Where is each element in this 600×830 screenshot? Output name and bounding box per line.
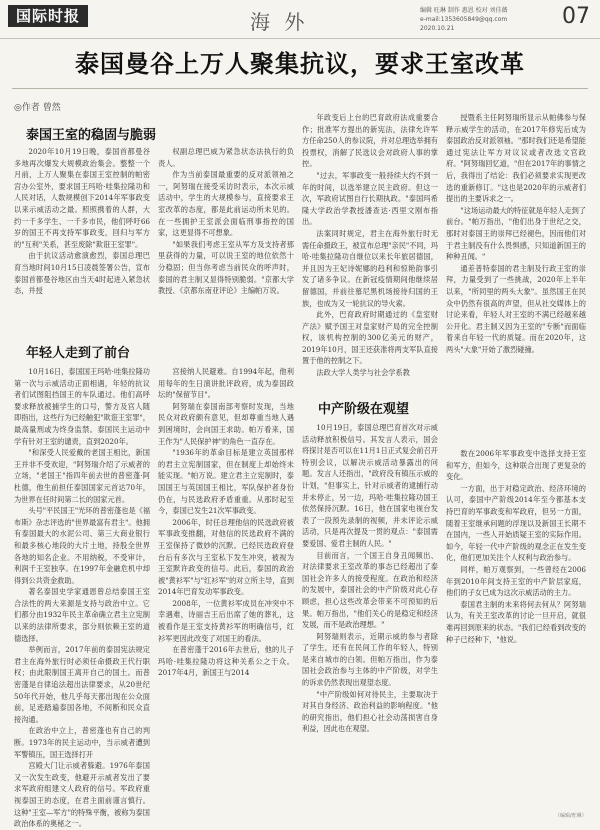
body-paragraph: 宫接纳人民避难。自1994年起，他利用每年的生日演讲批评政府，成为泰国政坛的"保留节目"。 xyxy=(158,367,294,400)
body-paragraph: 作为当前泰国最重要的反对派领袖之一，阿努瑞在接受采访时表示，本次示威活动中，学生的大规模参与，直接要求王室改革的态度，都是此前运动所未见的。在一些拥护王室派会面临刑事指控的国家，这更显得不可想象。 xyxy=(158,170,294,238)
column-2 xyxy=(158,146,294,342)
body-paragraph: 著名泰国史学家通恩曾总结泰国王室合法性的两大来源是支持与政治中立。它们都分由1932年民主革命确立君主立宪制以来的法律所要求，部分则依赖王室的道德选择。 xyxy=(14,587,150,643)
body-paragraph: 在普密蓬于2016年去世后，他的儿子玛哈·哇集拉隆功将这种关系公之于众。2017年4月，新国王与2014 xyxy=(158,645,294,678)
column-1 xyxy=(14,146,150,342)
body-paragraph: "1936年的革命目标是建立英国那样的君主立宪制国家，但在制度上却始终未能实现。"帕万说。建立君主立宪制时，泰国国王与英国国王相比，军队保护者身份仍在，与民选政府矛盾重重。从那时起至今，泰国已发生21次军事政变。 xyxy=(158,448,294,516)
body-paragraph: 泰国君主制的未来将何去何从？阿努瑞认为，有关王室改革的讨论一旦开启，就很难再回到原来的状态。"我们已经看到改变的种子已经种下，"他说。 xyxy=(446,599,586,644)
subheading-1: 泰国王室的稳固与脆弱 xyxy=(26,128,157,143)
section-title: 海 外 xyxy=(250,10,309,34)
body-paragraph: "这场运动最大的特征就是年轻人走到了前台。"帕万指出，"他们出身于世纪之交，那时对泰国王的崇拜已经褪色，因而他们对于君主制没有什么畏惧感，只知道新国王的种种丑闻。" xyxy=(446,205,586,262)
body-paragraph: 目前而言，一个国王自身丑闻频出、对法律要求王室改革的事态已经超出了泰国社会许多人的接受程度。在政治和经济的发展中，泰国社会的中产阶级对此心存顾虑，担心这些改革会带来不可预知的后果。帕万指出，"他们关心的是稳定和经济发展，而不是政治理想。" xyxy=(302,550,438,630)
body-paragraph: 授暨系主任阿努瑞所显示从帕佛参与保释示威学生的活动，在2017年修宪后成为泰国政治反对派领袖。"那时我们还是希望能通过宪法让军方对议议或者改选文官政府。"阿努瑞回忆道，"但在2017年的事情之后，我得出了结论：我们必须要求实现更改选的重新修订。"这也是2020年的示威者们提出的主要诉求之一。 xyxy=(446,113,586,204)
editor-credits: 编辑 旺琳 制作 惠恩 校对 刘佳薇 xyxy=(420,7,508,14)
body-paragraph: "中产阶级如何对待民主，主要取决于对其自身经济、政治利益的影响程度。"他的研究指出，他们担心社会动荡损害自身利益，因此也在观望。 xyxy=(302,689,438,734)
masthead xyxy=(0,0,600,39)
footnote: （编辑/旺琳） xyxy=(555,813,587,819)
header-meta xyxy=(420,6,508,33)
page-title: 泰国曼谷上万人聚集抗议，要求王室改革 xyxy=(75,50,525,78)
body-paragraph: 由于抗议活动愈演愈烈，泰国总理巴育当地时间10月15日凌晨签署公告，宣布泰国首都曼谷地区由当天4时起进入紧急状态，并授 xyxy=(14,251,150,296)
column-4b xyxy=(446,448,586,810)
body-paragraph: 数在2006年军事政变中选择支持王室和军方，但如今，这种联合出现了更复杂的变化。 xyxy=(446,449,586,482)
body-paragraph: "和深受人民爱戴的老国王相比，新国王并非不受欢迎，"阿努瑞介绍了示威者的立场，"老国王"指四年前去世的普密蓬·阿杜德，他生前担任泰国国家元首达70年，为世界在任时间第二长的国家元首。 xyxy=(14,448,150,504)
column-4 xyxy=(446,112,586,442)
body-paragraph: 同样，帕万观察到，一些曾经在2006年到2010年间支持王室的中产阶层家庭，他们的子女已成为这次示威活动的主力。 xyxy=(446,564,586,598)
body-paragraph: 在政治中立上，普密蓬也有自己的判断。1973年的民主运动中，当示威者遭到军警镇压，国王选择打开 xyxy=(14,726,150,759)
column-1b xyxy=(14,366,151,829)
body-paragraph: 年政变后上台的巴育政府法成重要合作；批准军方提出的新宪法，法律允许军方任命250人的参议院，并对总理选举拥有投票权，消解了民选议会对政府人事的掌控。 xyxy=(302,113,438,169)
body-paragraph: 阿努瑞则表示，近期示威的参与者除了学生，还有在民间工作的年轻人，特别是来自城市的白领。但帕万指出，作为泰国社会政治参与主体的中产阶级，对学生的诉求仍然表现出观望态度。 xyxy=(302,631,438,688)
body-paragraph: 2006年，时任总理他信的民选政府被军事政变推翻，对他信的民选政府不满的王室保持了微妙的沉默。已经民选政府登台后有多次与王室私下发生冲突，被视为王室默许政变的信号。此后，泰国的政治被"黄衫军"与"红衫军"的对立所主导，直到2014年巴育发动军事政变。 xyxy=(158,517,294,597)
page-number: 07 xyxy=(562,4,590,29)
body-paragraph: 2020年10月19日晚，泰国首都曼谷多地再次爆发大规模政治集会。整整一个月前，上万人聚集在泰国王室控制的帕密宫办公室外，要求国王玛哈·哇集拉隆功和人民对话，人数规模创下2014年军事政变以来示威活动之最。照照携着的人群，大约一千多学生、一千多市民，他们呼吁66岁的国王不再支持军事政变，回归与军方的"互利"关系，甚至废除"欺诳王室罪"。 xyxy=(14,147,150,249)
column-2b xyxy=(158,366,294,818)
column-3b xyxy=(302,422,438,818)
body-paragraph: 举例而言，2017年前的泰国宪法规定君主在海外旅行时必须任命摄政王代行职权；由此限制国王离开自己的国土。而普密蓬是自律追法超出法律要求，从20世纪50年代开始，他几乎每天都出现在公众面前，足迹踏遍泰国各地，不间断和民众直接沟通。 xyxy=(14,645,150,724)
body-paragraph: 阿努瑞在泰国南部考察时发现，当地民众对政府颇有意见，但却尊重当地人遇到困境时，会向国王求助。帕万看来，国王作为"人民保护神"的角色一直存在。 xyxy=(158,401,294,446)
body-paragraph: 10月16日，泰国国王玛哈·哇集拉隆功第一次与示威活动正面相遇，年轻的抗议者们试图阻挡国王的车队通过。他们高呼要求释放被捕学生的口号，警方及宫人随即指出，这些行为已经触犯"欺诳王室罪"，最高量刑或为终身监禁。泰国民主运动中学有针对王室的谴责，直到2020年。 xyxy=(14,367,150,446)
body-paragraph: 10月19日，泰国总理巴育首次对示威活动释放积极信号。其发言人表示，国会将探讨是否可以在11月1日正式复会前召开特别会议，以解决示威活动暴露出的问题。发言人还指出，"政府没有镇压示威的计划，"但事实上，针对示威者的逮捕行动并未停止，另一边，玛哈·哇集拉隆功国王依然保持沉默。16日，他在国家电视台发表了一段预先录制的视频，并未评论示威活动，只是再次提及一贯的观点："泰国需要爱国、爱君主制的人民。" xyxy=(302,423,438,548)
body-paragraph: 头号"平民国王"光环的普密蓬也是《福布斯》杂志评选的"世界最富有君主"。他拥有泰国最大的水泥公司、第三大商业银行和最多核心地段的大片土地，持股全世界各地的知名企业。不用纳税，不受审计，利润千王室独享。在1997年金融危机中却得到公共资金救助。 xyxy=(14,506,151,585)
author-byline: ◎作者 曾然 xyxy=(14,103,61,113)
newspaper-logo: 国际时报 xyxy=(8,5,88,27)
body-paragraph: 法案同时规定，君主在海外旅行时无需任命摄政王，被宣布总理"亲民"不同，玛哈·哇集拉隆功自继位以来长年旅居德国，并且因为王妃诗妮娜的趋利和惊艳韵事引发了诸多争议。在新冠疫情期间他继续居留德国，并前往慕尼黑机场接待归国的王族，也成为又一轮抗议的导火索。 xyxy=(302,228,438,308)
body-paragraph: 通差普特泰国的君主制及行政王室的崇拜，力量受到了一些挑战，2020年上半年以来，"所同里的两头大象"。虽然国王在民众中仍然有很高的声望，但从社交媒体上的讨论来看，年轻人对王室的不满已经越来越公开化。君主制又因为王室的"专断"而面临着来自年轻一代的质疑。而在2020年，这两头"大象"开始了激烈碰撞。 xyxy=(446,263,586,354)
headline-rule xyxy=(12,88,588,89)
body-paragraph: 权副总理巴威为紧急状态法执行的负责人。 xyxy=(158,147,294,168)
body-paragraph: 一方面，出于对稳定政治、经济环境的认可，泰国中产阶级2014年至今都基本支持巴育的军事政变和军政府，但另一方面，随着王室继承问题的浮现以及新国王长期不在国内，一些人开始质疑王室的实际作用。如今，年轻一代中产阶级的观念正在发生变化，他们更加关注个人权利与政治参与。 xyxy=(446,483,586,563)
body-paragraph: 2008年，一位黄衫军成员在冲突中不幸遇难，诗丽吉王后出席了她的葬礼，这被看作是王室支持黄衫军的明确信号，红衫军更因此改变了对国王的看法。 xyxy=(158,598,294,643)
subheading-2: 年轻人走到了前台 xyxy=(26,346,131,361)
header-date: 2020.10.21 xyxy=(420,25,455,32)
body-paragraph: 宫殿大门让示威者躲避。1976年泰国又一次发生政变，他避开示威者发出了要求军政府组建文人政府的信号。军政府重视泰国王的态度，在君主面前谨言慎行。这种"王室—军方"的特殊平衡，被称为泰国政治体系的奥秘之一。 xyxy=(14,761,150,829)
header-email: e-mail:1353605849@qq.com xyxy=(420,16,508,23)
body-paragraph: 法政大学人类学与社会学系教 xyxy=(316,368,410,378)
body-paragraph: 此外，巴育政府时期通过的《皇室财产法》赋予国王对皇家财产局的完全控制权，该机构控制的300亿美元的财产，2019年10月，国王还获准将两支军队直接置于他的控制之下。 xyxy=(302,310,438,366)
column-3 xyxy=(302,112,438,388)
subheading-3: 中产阶级在观望 xyxy=(318,402,410,417)
body-paragraph: "如果我们考虑王室从军方及支持者那里获得的力量，可以说王室的地位依然十分稳固；但当你考虑当前民众的呼声时，泰国的君主制又显得特别脆弱。"京都大学教授、《京都东南亚评论》主编帕万说。 xyxy=(158,239,294,296)
body-paragraph: "过去，军事政变一般持续大约不到一年的时间，以选举建立民主政府。但这一次，军政府试图自行长期执政。"泰国玛希隆大学政治学教授潘查达·西里文刚布指出。 xyxy=(302,170,438,227)
